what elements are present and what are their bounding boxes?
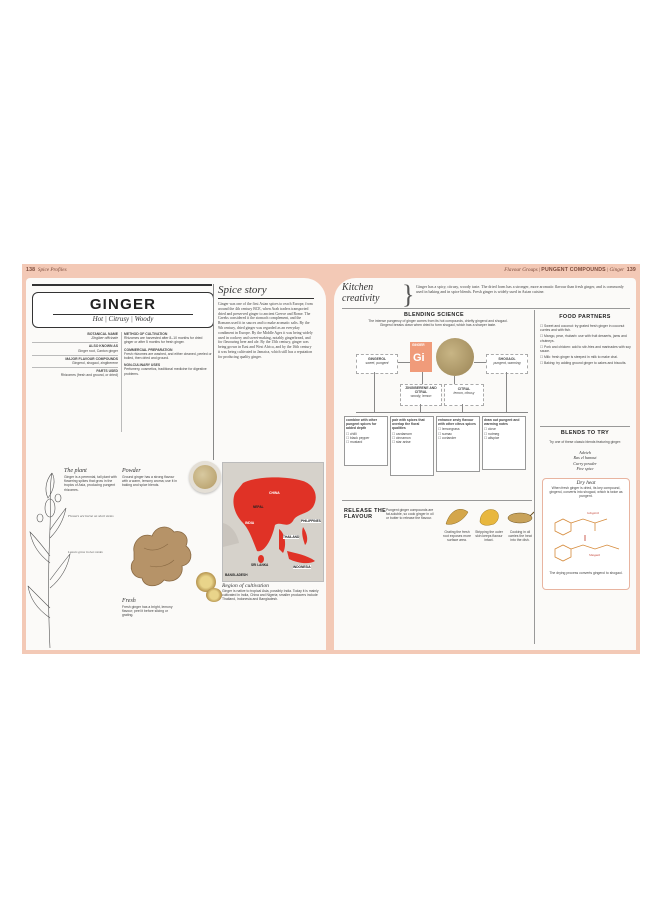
title-subtitle: Hot | Citrusy | Woody bbox=[92, 315, 154, 323]
partner-item: ☐ Mango, pear, rhubarb: use with fruit desserts, jams and chutneys. bbox=[540, 334, 627, 343]
blends-list: Advieh Ras el hanout Curry powder Five spice bbox=[573, 450, 597, 472]
fact-cultivation: METHOD OF CULTIVATION Rhizomes are harvested after 8–10 months for dried ginger or after 5 months for fresh ginger. bbox=[124, 332, 203, 345]
release-heading: RELEASE THE FLAVOUR bbox=[344, 508, 387, 520]
title-box bbox=[32, 292, 214, 328]
dry-heat-footer: The drying process converts gingerol to shogaol. bbox=[549, 571, 623, 575]
blending-heading: BLENDING SCIENCE bbox=[403, 312, 464, 318]
blending-intro: The intense pungency of ginger comes from its hot compounds, chiefly gingerol and shogaol. Gingerol breaks down when dried to form shogaol, which has a sharper taste. bbox=[368, 319, 508, 328]
pan-illustration bbox=[506, 506, 534, 526]
flowers-label: Flowers are borne on short stems bbox=[68, 514, 114, 518]
map-label-sri-lanka: SRI LANKA bbox=[251, 563, 269, 567]
node-gingerol: GINGEROL sweet, pungent bbox=[356, 354, 398, 374]
fact-aka: ALSO KNOWN AS Ginger root, Canton ginger bbox=[32, 342, 118, 352]
partners-list bbox=[540, 324, 632, 366]
map-label-india: INDIA bbox=[245, 521, 255, 525]
grater-illustration bbox=[444, 504, 470, 528]
powder-text: Powder Ground ginger has a strong flavour with a warm, lemony aroma; use it in baking and spice blends. bbox=[122, 468, 178, 488]
node-citral: CITRAL lemon, citrusy bbox=[444, 384, 484, 406]
partner-item: ☐ Sweet and coconut: try grated fresh ginger in coconut curries and with fish. bbox=[540, 324, 625, 333]
node-zingiberene: ZINGIBERENE AND CITRAL woody, lemon bbox=[400, 384, 442, 406]
ginger-element-tile: GINGER Gi bbox=[410, 342, 432, 372]
blends-intro: Try one of these classic blends featuring ginger: bbox=[549, 440, 621, 444]
ginger-plant-illustration bbox=[26, 468, 72, 648]
partners-heading: FOOD PARTNERS bbox=[559, 314, 611, 320]
release-step-2: Stripping the outer skin keeps flavour intact. bbox=[475, 530, 503, 543]
fresh-text: Fresh Fresh ginger has a bright, lemony flavour; peel it before slicing or grating. bbox=[122, 598, 173, 618]
fact-non-culinary: NON-CULINARY USES Perfumery, cosmetics, traditional medicine for digestive problems. bbox=[124, 363, 207, 376]
peeled-ginger-illustration bbox=[476, 504, 502, 528]
story-heading: Spice story bbox=[218, 284, 314, 299]
fact-compounds: MAJOR FLAVOUR COMPOUNDS Gingerol, shogaol, zingiberene bbox=[32, 355, 118, 365]
right-running-header: Flavour Groups | PUNGENT COMPOUNDS | Ginger 139 bbox=[504, 267, 636, 273]
fact-commercial: COMMERCIAL PREPARATION Fresh rhizomes are washed, and either cleaned, peeled or boiled, then dried and ground. bbox=[124, 347, 212, 361]
right-page: Kitchen creativity } Ginger has a spicy, citrusy, woody taste. The dried form has a stronger, more aromatic flavour than fresh ginger, and is commonly used in baking and in spice blends. Fresh ginger is widely used in Asian cuisine. BLENDING SCIENCE The intense pungency of ginger comes from its hot compounds, chiefly gingerol and shogaol. Gingerol breaks down when dried to form shogaol, which has a sharper taste. GINGER Gi GINGEROL sweet, pungent SHOGAOL pungent, warming ZINGIBERENE AND CITRAL woody, lemon CITRAL lemon, citrusy combine with other pungent spices for added depth ☐ chilli ☐ black pepper ☐ mustard pair with spices that overlap the floral qualities ☐ cardamom ☐ cinnamon ☐ star anise enhance zesty flavour with other citrus spices ☐ lemongrass ☐ sumac ☐ coriander draw out pungent and warming notes ☐ clove ☐ nutmeg ☐ allspice RELEASE THE FLAVOUR Pungent ginger compounds are fat-soluble, so cook ginger in oil or butter to release the flavour. Grating the fresh root exposes more surface area. Stripping the outer skin keeps flavour intact. Cooking in oil carries the heat into the dish. FOOD PARTNERS ☐ Sweet and coconut: try grated fresh ginger in coconut curries and with fish. ☐ Mango, pear, rhubarb: use with fruit desserts, jams and chutneys. ☐ Pork and chicken: add to stir-fries and marinades with soy sauce. ☐ Milk: fresh ginger is steeped in milk to make chai. ☐ Baking: try adding ground ginger to cakes and biscuits. BLENDS TO TRY Try one of these classic blends featuring ginger: Advieh Ras el hanout Curry powder Five spice Dry heat When fresh ginger is dried, its key compound, gingerol, converts into shogaol, which is twice as pungent. Gingerol Shogaol The drying process converts gingerol to shogaol. bbox=[334, 278, 636, 650]
map-label-philippines: PHILIPPINES bbox=[301, 519, 321, 523]
map-caption: Region of cultivation Ginger is native to tropical Asia, possibly India. Today it is mainly cultivated in India, China and Nigeria; smaller producers include Thailand, Indonesia and Bangladesh. bbox=[222, 583, 319, 602]
story-text: Ginger was one of the first Asian spices to reach Europe, from around the 4th century BCE, when Arab traders transported dried and preserved ginger to ancient Greece and Rome. The Greeks considered it the stomach complement, and the Romans used it in sauces and to make aromatic salts. By the 9th century, dried ginger was regarded as an everyday condiment in Europe. By the Middle Ages it was being widely used in cookery and sweet-making, notably gingerbread, and for flavouring beer and ale. By the 15th century, ginger was being grown in East and West Africa, and by the 16th century it was being cultivated in Jamaica, which still has a reputation for producing quality ginger. bbox=[218, 302, 313, 359]
book-spread bbox=[22, 264, 640, 654]
molecule-diagram bbox=[549, 509, 623, 565]
pairing-box-citrus: enhance zesty flavour with other citrus spices ☐ lemongrass ☐ sumac ☐ coriander bbox=[436, 416, 480, 472]
release-step-1: Grating the fresh root exposes more surface area. bbox=[442, 530, 472, 543]
spice-story bbox=[218, 284, 314, 360]
map-label-indonesia: INDONESIA bbox=[293, 565, 311, 569]
node-shogaol: SHOGAOL pungent, warming bbox=[486, 354, 528, 374]
facts-right bbox=[124, 332, 212, 376]
fresh-ginger-root bbox=[124, 522, 196, 592]
fact-botanical: BOTANICAL NAME Zingiber officinale bbox=[87, 332, 118, 341]
ginger-powder-circle bbox=[436, 338, 474, 376]
pairing-box-floral: pair with spices that overlap the floral qualities ☐ cardamom ☐ cinnamon ☐ star anise bbox=[390, 416, 434, 476]
map-label-thailand: THAILAND bbox=[283, 535, 300, 539]
kitchen-intro: Ginger has a spicy, citrusy, woody taste. The dried form has a stronger, more aromatic flavour than fresh ginger, and is commonly used in baking and in spice blends. Fresh ginger is widely used in Asian cuisine. bbox=[416, 284, 624, 294]
ground-ginger-bowl bbox=[189, 461, 221, 493]
left-running-header: 138 Spice Profiles bbox=[26, 267, 67, 273]
kitchen-heading: Kitchen creativity bbox=[342, 282, 380, 304]
partner-item: ☐ Milk: fresh ginger is steeped in milk to make chai. bbox=[540, 355, 618, 360]
leaves-label: Leaves grow in two ranks bbox=[68, 550, 103, 554]
map-label-nepal: NEPAL bbox=[253, 505, 264, 509]
map-label-china: CHINA bbox=[269, 491, 280, 495]
map-label-bangladesh: BANGLADESH bbox=[225, 573, 248, 577]
release-step-3: Cooking in oil carries the heat into the dish. bbox=[508, 530, 532, 543]
molecule-shogaol-label: Shogaol bbox=[589, 553, 601, 557]
fact-parts: PARTS USED Rhizomes (fresh and ground, or dried) bbox=[32, 367, 118, 377]
facts-left bbox=[32, 332, 118, 378]
page-title: GINGER bbox=[89, 296, 157, 313]
blends-heading: BLENDS TO TRY bbox=[560, 430, 610, 436]
partner-item: ☐ Pork and chicken: add to stir-fries and marinades with soy sauce. bbox=[540, 344, 631, 354]
pairing-box-pungent: combine with other pungent spices for added depth ☐ chilli ☐ black pepper ☐ mustard bbox=[344, 416, 388, 466]
cultivation-map bbox=[222, 462, 324, 582]
title-rule-top bbox=[32, 284, 212, 286]
partner-item: ☐ Baking: try adding ground ginger to cakes and biscuits. bbox=[540, 361, 627, 366]
dry-heat-box: Dry heat When fresh ginger is dried, its key compound, gingerol, converts into shogaol, which is twice as pungent. Gingerol Shogaol The drying process converts gingerol to shogaol. bbox=[542, 478, 630, 590]
release-text: Pungent ginger compounds are fat-soluble, so cook ginger in oil or butter to release the flavour. bbox=[386, 508, 434, 521]
molecule-gingerol-label: Gingerol bbox=[587, 511, 600, 515]
left-page bbox=[26, 278, 326, 650]
pairing-box-warming: draw out pungent and warming notes ☐ clove ☐ nutmeg ☐ allspice bbox=[482, 416, 526, 470]
plant-text: The plant Ginger is a perennial, tall plant with flowering spikes that grow in the tropics of Asia, producing pungent rhizomes. bbox=[64, 468, 117, 492]
